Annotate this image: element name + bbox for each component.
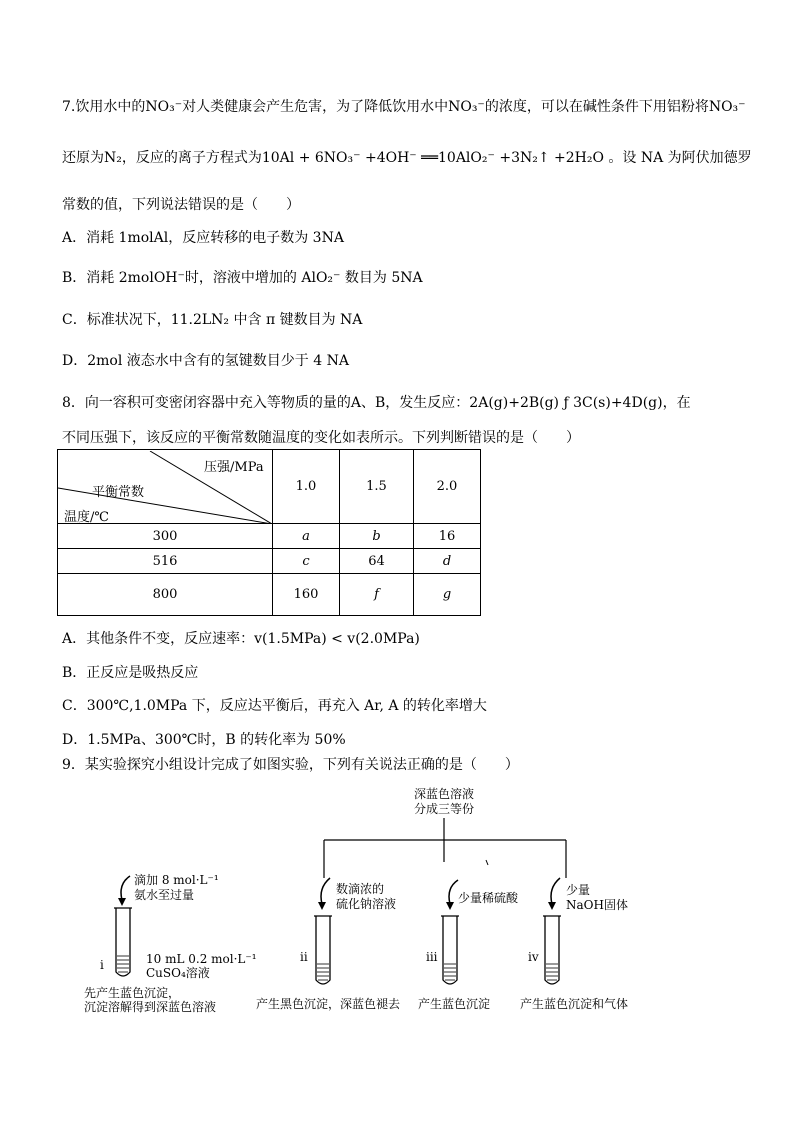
top-label-line2: 分成三等份 [414, 802, 475, 816]
q8-stem-line1: 8．向一容积可变密闭容器中充入等物质的量的A、B，发生反应：2A(g)+2B(g) ƒ 3C(s)+4D(g)，在 [62, 395, 691, 411]
q9-stem: 9．某实验探究小组设计完成了如图实验，下列有关说法正确的是（ ） [62, 757, 519, 773]
tube2-reagent-line2: 硫化钠溶液 [336, 897, 397, 911]
tube1-result-line2: 沉淀溶解得到深蓝色溶液 [84, 1000, 217, 1014]
corner-k-label: 平衡常数 [92, 484, 145, 500]
tube1-content-line2: CuSO₄溶液 [146, 966, 210, 980]
tube3-reagent: 少量稀硫酸 [458, 891, 519, 905]
tube3-result: 产生蓝色沉淀 [418, 997, 491, 1011]
k-cell: c [273, 549, 340, 574]
tube4-numeral: iv [528, 950, 539, 964]
q7-stem-line2: 还原为N₂，反应的离子方程式为10Al + 6NO₃⁻ +4OH⁻ ══10AlO₂⁻ +3N₂↑ +2H₂O 。设 NA 为阿伏加德罗 [62, 150, 752, 166]
corner-pressure-label: 压强/MPa [204, 459, 264, 475]
pressure-header: 2.0 [414, 450, 481, 524]
tube4-reagent-line1: 少量 [566, 883, 591, 897]
pressure-header: 1.5 [340, 450, 414, 524]
k-cell: a [273, 524, 340, 549]
q8-option-c: C．300℃,1.0MPa 下，反应达平衡后，再充入 Ar, A 的转化率增大 [62, 698, 487, 714]
q7-option-a: A．消耗 1molAl，反应转移的电子数为 3NA [62, 230, 344, 246]
k-cell: f [340, 574, 414, 616]
test-tube-i-icon [113, 906, 133, 982]
q7-stem-line1: 7.饮用水中的NO₃⁻对人类健康会产生危害，为了降低饮用水中NO₃⁻的浓度，可以在碱性条件下用铝粉将NO₃⁻ [62, 99, 746, 115]
q7-option-d: D．2mol 液态水中含有的氢键数目少于 4 NA [62, 353, 349, 369]
tube3-numeral: iii [426, 950, 438, 964]
tube4-result: 产生蓝色沉淀和气体 [520, 997, 629, 1011]
corner-temp-label: 温度/℃ [64, 509, 109, 525]
pressure-header: 1.0 [273, 450, 340, 524]
tube1-numeral: i [100, 958, 104, 972]
test-tube-ii-icon [313, 914, 333, 990]
q8-option-a: A．其他条件不变，反应速率：v(1.5MPa) < v(2.0MPa) [62, 631, 420, 647]
k-cell: 64 [340, 549, 414, 574]
temp-cell: 300 [58, 524, 273, 549]
q7-option-b: B．消耗 2molOH⁻时，溶液中增加的 AlO₂⁻ 数目为 5NA [62, 270, 423, 286]
k-cell: 16 [414, 524, 481, 549]
tube1-result-line1: 先产生蓝色沉淀， [84, 986, 181, 1000]
tube1-content-line1: 10 mL 0.2 mol·L⁻¹ [146, 952, 257, 966]
tube2-numeral: ii [300, 950, 308, 964]
k-cell: b [340, 524, 414, 549]
tube1-reagent-line1: 滴加 8 mol·L⁻¹ [134, 873, 219, 887]
q8-option-b: B．正反应是吸热反应 [62, 665, 199, 681]
k-cell: d [414, 549, 481, 574]
top-label-line1: 深蓝色溶液 [414, 787, 475, 801]
q7-stem-line3: 常数的值，下列说法错误的是（ ） [62, 197, 300, 213]
tube1-reagent-line2: 氨水至过量 [134, 888, 195, 902]
tube2-reagent-line1: 数滴浓的 [336, 882, 385, 896]
q8-option-d: D．1.5MPa、300℃时，B 的转化率为 50% [62, 732, 346, 748]
tube2-result: 产生黑色沉淀，深蓝色褪去 [256, 997, 401, 1011]
k-cell: 160 [273, 574, 340, 616]
test-tube-iv-icon [542, 914, 562, 990]
test-tube-iii-icon [440, 914, 460, 990]
k-cell: g [414, 574, 481, 616]
tube4-reagent-line2: NaOH固体 [566, 898, 628, 912]
temp-cell: 516 [58, 549, 273, 574]
temp-cell: 800 [58, 574, 273, 616]
q7-option-c: C．标准状况下，11.2LN₂ 中含 π 键数目为 NA [62, 312, 363, 328]
q8-stem-line2: 不同压强下，该反应的平衡常数随温度的变化如表所示。下列判断错误的是（ ） [62, 430, 580, 446]
